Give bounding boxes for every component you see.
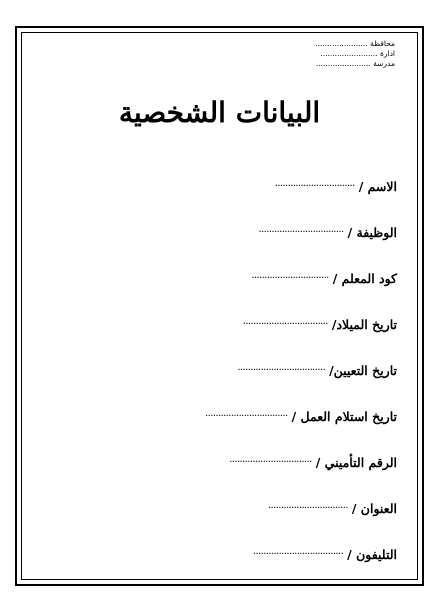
field-start-work-date-dots: ................................: [205, 407, 288, 419]
governorate-line: [315, 39, 395, 49]
field-address: [32, 485, 397, 531]
administration-line: [315, 49, 395, 59]
field-name-label: الاسم /: [358, 178, 397, 194]
field-start-work-date: [32, 393, 397, 439]
field-name: [32, 163, 397, 209]
field-birth-date: [32, 301, 397, 347]
field-insurance-number-dots: ................................: [229, 453, 312, 465]
field-address-dots: ...............................: [267, 499, 348, 511]
field-insurance-number-label: الرقم التأميني /: [315, 454, 397, 470]
field-job: [32, 209, 397, 255]
field-teacher-code-label: كود المعلم /: [332, 270, 397, 286]
fields-list: [32, 163, 397, 577]
field-insurance-number: [32, 439, 397, 485]
school-dots: .......................: [315, 59, 371, 68]
school-label: مدرسة: [373, 59, 395, 68]
field-job-dots: .................................: [258, 223, 344, 235]
field-name-dots: ...............................: [274, 177, 355, 189]
page-border-inner: [21, 32, 418, 580]
field-teacher-code: [32, 255, 397, 301]
field-phone-dots: ...................................: [252, 545, 344, 557]
field-birth-date-dots: .................................: [242, 315, 328, 327]
administration-label: ادارة: [379, 49, 395, 58]
administration-dots: ........................: [320, 49, 378, 58]
page-title: البيانات الشخصية: [118, 96, 321, 129]
field-appointment-date: [32, 347, 397, 393]
field-start-work-date-label: تاريخ استلام العمل /: [291, 408, 397, 424]
field-appointment-date-dots: ..................................: [237, 361, 326, 373]
field-job-label: الوظيفة /: [347, 224, 397, 240]
field-appointment-date-label: تاريخ التعيين/: [329, 362, 397, 378]
governorate-label: محافظة: [370, 39, 395, 48]
field-phone-label: التليفون /: [347, 546, 397, 562]
field-teacher-code-dots: ..............................: [251, 269, 329, 281]
field-birth-date-label: تاريخ الميلاد/: [331, 316, 397, 332]
governorate-dots: ......................: [315, 39, 368, 48]
field-phone: [32, 531, 397, 577]
header-info: [315, 39, 395, 69]
school-line: [315, 59, 395, 69]
field-address-label: العنوان /: [351, 500, 397, 516]
